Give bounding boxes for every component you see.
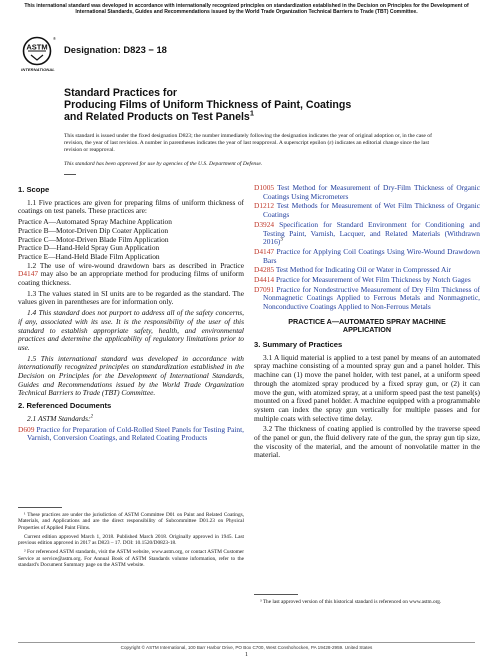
- title-line: and Related Products on Test Panels$^1$: [64, 108, 254, 124]
- paragraph-1-4: 1.4 This standard does not purport to address all of the safety concerns, if any, associated with its use. It is the responsibility of the user of this standard to establish appropriate safety, health, and environmental practices and determine the applicability of regulatory limitations prior to use.: [18, 308, 244, 352]
- footnote-mark-3[interactable]: 3: [280, 236, 283, 243]
- footnote: ¹ These practices are under the jurisdiction of ASTM Committee D01 on Paint and Related Coatings, Materials, and Applications and are the direct responsibility of Subcommittee D01.23 on Physical Properties of Applied Paint Films.: [18, 512, 244, 531]
- practice-item: Practice A—Automated Spray Machine Application: [18, 217, 172, 227]
- footer-divider: [18, 642, 475, 643]
- astm-standards-subheading: 2.1 ASTM Standards:$^2$: [27, 413, 94, 423]
- title-line: Standard Practices for: [64, 87, 178, 99]
- paragraph-1-5: 1.5 This international standard was developed in accordance with internationally recognized principles on standardization established in the Decision on Principles for the Development of International Standards, Guides and Recommendations issued by the World Trade Organization Technical Barriers to Trade (TBT) Committee.: [18, 353, 244, 398]
- reference-item[interactable]: D1212 Test Methods for Measurement of Wet Film Thickness of Organic Coatings: [254, 201, 480, 220]
- paragraph-1-3: 1.3 The values stated in SI units are to be regarded as the standard. The values given in parentheses are for information only.: [18, 288, 244, 307]
- footnote-divider: [18, 507, 62, 508]
- paragraph-1-1: 1.1 Five practices are given for preparing films of uniform thickness of coatings on test panels. These practices are:: [18, 197, 244, 216]
- practice-item: Practice E—Hand-Held Blade Film Application: [18, 251, 160, 261]
- reference-item[interactable]: D7091 Practice for Nondestructive Measurement of Dry Film Thickness of Nonmagnetic Coatings Applied to Ferrous Metals and Nonmagnetic, Nonconductive Coatings Applied to Non-Ferrous Metals: [254, 284, 480, 312]
- header-divider: [64, 174, 76, 175]
- title-footnote-mark[interactable]: 1: [249, 108, 254, 118]
- reference-d609[interactable]: D609 Practice for Preparation of Cold-Rolled Steel Panels for Testing Paint, Varnish, Conversion Coatings, and Related Coating Products: [18, 424, 244, 443]
- reference-item[interactable]: D4147 Practice for Applying Coil Coatings Using Wire-Wound Drawdown Bars: [254, 246, 480, 265]
- section-heading-referenced-documents: 2. Referenced Documents: [18, 401, 112, 411]
- logo-subtitle: INTERNATIONAL: [21, 67, 55, 72]
- reference-item[interactable]: D4414 Practice for Measurement of Wet Film Thickness by Notch Gages: [254, 275, 471, 285]
- paragraph-3-1: 3.1 A liquid material is applied to a test panel by means of an automated spray machine consisting of a mounted spray gun and a panel holder. This machine can (1) move the panel holder, with test panel, at a uniform speed through the atomized spray produced by a fixed spray gun, or (2) it can move the gun, with atomized spray, at a uniform speed past the test panel(s) mounted on a fixed panel holder. A machine equipped with a programmable system can index the spray gun vertically for multiple passes and for multiple coats with selective time delay.: [254, 352, 480, 423]
- practice-list: [18, 218, 244, 262]
- link-d4147[interactable]: D4147: [18, 269, 39, 279]
- reference-item[interactable]: D4285 Test Method for Indicating Oil or Water in Compressed Air: [254, 265, 451, 275]
- title-line: Producing Films of Uniform Thickness of Paint, Coatings: [64, 99, 352, 112]
- reference-item[interactable]: D3924 Specification for Standard Environment for Conditioning and Testing Paint, Varnish, Lacquer, and Related Materials (Withdrawn 2016)$^3$: [254, 219, 480, 247]
- tbt-notice: This international standard was developed in accordance with internationally recognized principles on standardization established in the Decision on Principles for the Development of International Standards, Guides and Recommendations issued by the World Trade Organization Technical Barriers to Trade (TBT) Committee.: [24, 3, 469, 16]
- footnote-mark-2[interactable]: 2: [90, 413, 94, 420]
- designation: Designation: D823 − 18: [64, 44, 167, 55]
- footnote-divider: [254, 594, 298, 595]
- logo-trademark: ®: [53, 36, 56, 41]
- paragraph-1-2: 1.2 The use of wire-wound drawdown bars as described in Practice D4147 may also be an appropriate method for producing films of uniform coating thickness.: [18, 260, 244, 288]
- reference-item[interactable]: D1005 Test Method for Measurement of Dry-Film Thickness of Organic Coatings Using Micrometers: [254, 183, 481, 201]
- practice-item: Practice B—Motor-Driven Dip Coater Application: [18, 225, 169, 235]
- issuance-statement: This standard is issued under the fixed designation D823; the number immediately following the designation indicates the year of original adoption or, in the case of revision, the year of last revision. A number in parentheses indicates the year of last reapproval. A superscript epsilon (ε) indicates an editorial change since the last revision or reapproval.: [64, 133, 432, 153]
- document-title: [64, 87, 444, 124]
- left-column: [18, 182, 244, 444]
- practice-item: Practice C—Motor-Driven Blade Film Application: [18, 234, 169, 244]
- footnote: ³ The last approved version of this historical standard is referenced on www.astm.org.: [260, 599, 442, 605]
- practice-a-heading: PRACTICE A—AUTOMATED SPRAY MACHINE APPLICATION: [288, 316, 446, 335]
- paragraph-3-2: 3.2 The thickness of coating applied is controlled by the traverse speed of the panel or gun, the fluid delivery rate of the gun, the spray gun tip size, the viscosity of the material, and the amount of nonvolatile matter in the material.: [254, 424, 480, 460]
- practice-item: Practice D—Hand-Held Spray Gun Application: [18, 243, 160, 253]
- section-heading-scope: 1. Scope: [18, 185, 50, 194]
- footnote: ² For referenced ASTM standards, visit the ASTM website, www.astm.org, or contact ASTM Customer Service at service@astm.org. For Annual Book of ASTM Standards volume information, refer to the standard's Document Summary page on the ASTM website.: [18, 549, 244, 569]
- footnote: Current edition approved March 1, 2018. Published March 2018. Originally approved in 1945. Last previous edition approved in 2017 as D823 – 17. DOI: 10.1520/D0823-18.: [18, 533, 244, 547]
- right-column: [254, 184, 480, 462]
- page-number: 1: [245, 652, 248, 658]
- astm-logo-icon: [22, 36, 52, 66]
- dod-approval-note: This standard has been approved for use by agencies of the U.S. Department of Defense.: [64, 161, 263, 167]
- footnotes-right: [254, 594, 480, 608]
- footnotes-left: [18, 507, 244, 571]
- copyright-line: Copyright © ASTM International, 100 Barr Harbor Drive, PO Box C700, West Conshohocken, PA 19428-2959. United States: [120, 645, 373, 650]
- section-heading-summary: 3. Summary of Practices: [254, 340, 343, 350]
- svg-text:ASTM: ASTM: [26, 42, 48, 52]
